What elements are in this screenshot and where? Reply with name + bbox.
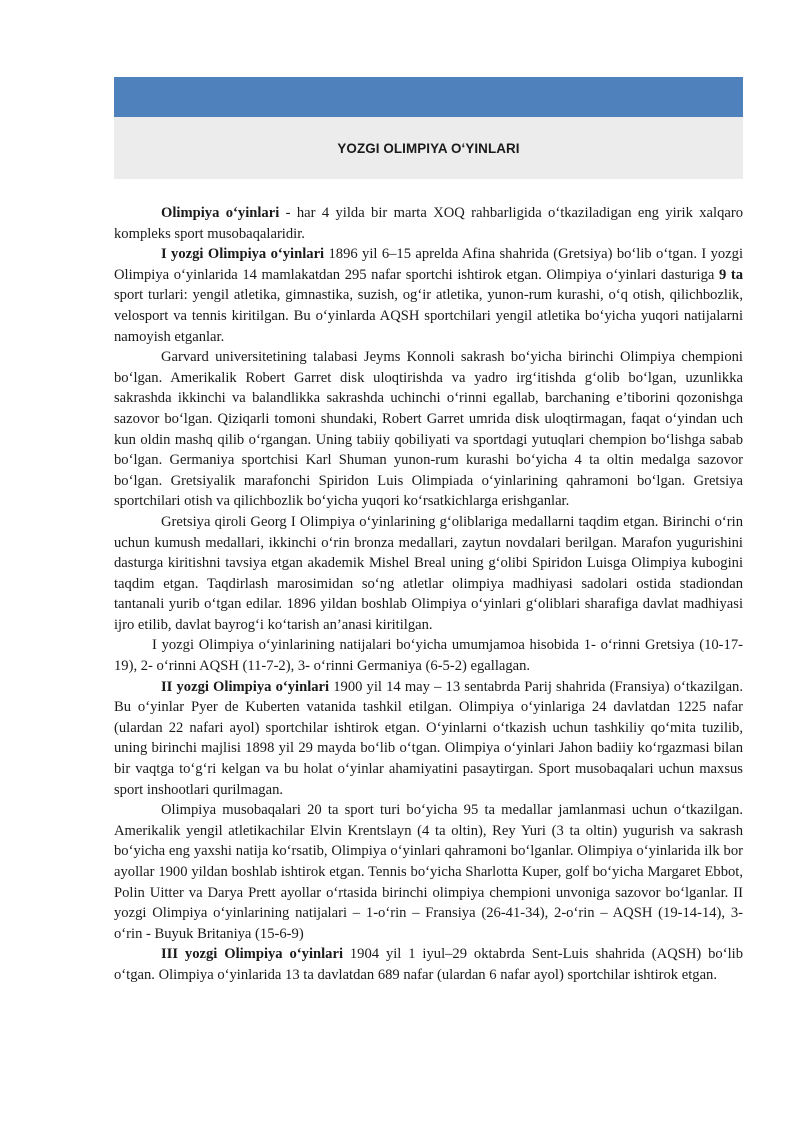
paragraph-first-champions: Garvard universitetining talabasi Jeyms Konnoli sakrash bo‘yicha birinchi Olimpiya chempioni bo‘lgan. Amerikalik Robert Garret disk uloqtirishda va yadro irg‘itishda g‘olib bo‘lgan, uzunlikka sakrashda ikkinchi va balandlikka sakrashda uchinchi o‘rinni egallab, barchaning e’tiborini qozonishga sazovor bo‘lgan. Qiziqarli tomoni shundaki, Robert Garret umrida disk uloqtirmagan, faqat o‘yindan uch kun oldin mashq qilib o‘rgangan. Uning tabiiy qobiliyati va sportdagi yutuqlari chempion bo‘lishga sabab bo‘lgan. Germaniya sportchisi Karl Shuman yunon-rum kurashi bo‘yicha 4 ta oltin medalga sazovor bo‘lgan. Gretsiyalik marafonchi Spiridon Luis Olimpiada o‘yinlarining qahramoni bo‘lgan. Gretsiya sportchilari otish va qilichbozlik bo‘yicha yuqori ko‘rsatkichlarga erishganlar.: [114, 349, 743, 510]
paragraph-first-results: I yozgi Olimpiya o‘yinlarining natijalari bo‘yicha umumjamoa hisobida 1- o‘rinni Gretsiya (10-17-19), 2- o‘rinni AQSH (11-7-2), 3- o‘rinni Germaniya (6-5-2) egallagan.: [114, 637, 743, 675]
paragraph-first-games: [114, 244, 743, 347]
term-second-games: II yozgi Olimpiya o‘yinlari: [161, 678, 330, 695]
paragraph-text: sport turlari: yengil atletika, gimnastika, suzish, og‘ir atletika, yunon-rum kurashi, o‘q otish, qilichbozlik, velosport va tennis kiritilgan. Bu o‘yinlarda AQSH sportchilari yengil atletika bo‘yicha yuqori natijalarni namoyish etganlar.: [114, 287, 743, 345]
paragraph-text: - har 4 yilda bir marta XOQ rahbarligida o‘tkaziladigan eng yirik xalqaro kompleks sport musobaqalaridir.: [114, 205, 744, 242]
document-body: [114, 203, 743, 986]
paragraph-definition: [114, 203, 743, 244]
term-first-games: I yozgi Olimpiya o‘yinlari: [161, 246, 325, 263]
paragraph-second-champions: Olimpiya musobaqalari 20 ta sport turi bo‘yicha 95 ta medallar jamlanmasi uchun o‘tkazilgan. Amerikalik yengil atletikachilar Elvin Krentslayn (4 ta oltin), Rey Yuri (3 ta oltin) yugurish va sakrash bo‘yicha eng yaxshi natija ko‘rsatib, Olimpiya o‘yinlari qahramoni bo‘lganlar. Olimpiya o‘yinlarida ilk bor ayollar 1900 yildan boshlab ishtirok etgan. Tennis bo‘yicha Sharlotta Kuper, golf bo‘yicha Margaret Ebbot, Polin Uitter va Darya Prett ayollar o‘rtasida birinchi olimpiya chempioni unvoniga sazovor bo‘lganlar. II yozgi Olimpiya o‘yinlarining natijalari – 1-o‘rin – Fransiya (26-41-34), 2-o‘rin – AQSH (19-14-14), 3-o‘rin - Buyuk Britaniya (15-6-9): [114, 802, 743, 942]
paragraph-second-games: [114, 677, 743, 801]
paragraph-third-games: [114, 944, 743, 985]
sports-count: 9 ta: [718, 266, 744, 283]
paragraph-medal-ceremony: Gretsiya qiroli Georg I Olimpiya o‘yinlarining g‘oliblariga medallarni taqdim etgan. Birinchi o‘rin uchun kumush medallari, ikkinchi o‘rin bronza medallari, zaytun novdalari berilgan. Marafon yugurishini dasturga kiritishni tavsiya etgan akademik Mishel Breal uning g‘olibi Spiridon Luisga Olimpiya kubogini taqdim etgan. Taqdirlash marosimidan so‘ng atletlar olimpiya madhiyasi sadolari ostida stadiondan tantanali yurib o‘tgan edilar. 1896 yildan boshlab Olimpiya o‘yinlari g‘oliblari sharafiga davlat madhiyasi ijro etilib, davlat bayrog‘i ko‘tarish an’anasi kiritilgan.: [114, 513, 743, 633]
header-color-bar: [114, 77, 743, 117]
term-third-games: III yozgi Olimpiya o‘yinlari: [161, 946, 343, 963]
paragraph-text: 1900 yil 14 may – 13 sentabrda Parij shahrida (Fransiya) o‘tkazilgan. Bu o‘yinlar Pyer de Kuberten vatanida tashkil etilgan. Olimpiya o‘yinlariga 24 davlatdan 1225 nafar (ulardan 22 nafari ayol) sportchilar ishtirok etgan. O‘yinlarni o‘tkazish uchun tashkiliy qo‘mita tuzilib, uning birinchi majlisi 1898 yil 29 mayda bo‘lib o‘tgan. Olimpiya o‘yinlari Jahon badiiy ko‘rgazmasi bilan bir vaqtga to‘g‘ri kelgan va bu holat o‘yinlar ahamiyatini pasaytirgan. Sport musobaqalari uchun maxsus sport inshootlari qurilmagan.: [114, 678, 743, 798]
paragraph-text: 1904 yil 1 iyul–29 oktabrda Sent-Luis shahrida (AQSH) bo‘lib o‘tgan. Olimpiya o‘yinlarida 13 ta davlatdan 689 nafar (ulardan 6 nafar ayol) sportchilar ishtirok etgan.: [114, 946, 743, 983]
page-title: YOZGI OLIMPIYA O‘YINLARI: [337, 140, 520, 156]
paragraph-text: 1896 yil 6–15 aprelda Afina shahrida (Gretsiya) bo‘lib o‘tgan. I yozgi Olimpiya o‘yinlarida 14 mamlakatdan 295 nafar sportchi ishtirok etgan. Olimpiya o‘yinlari dasturiga: [114, 246, 744, 283]
term-olympic-games: Olimpiya o‘yinlari: [161, 205, 280, 221]
